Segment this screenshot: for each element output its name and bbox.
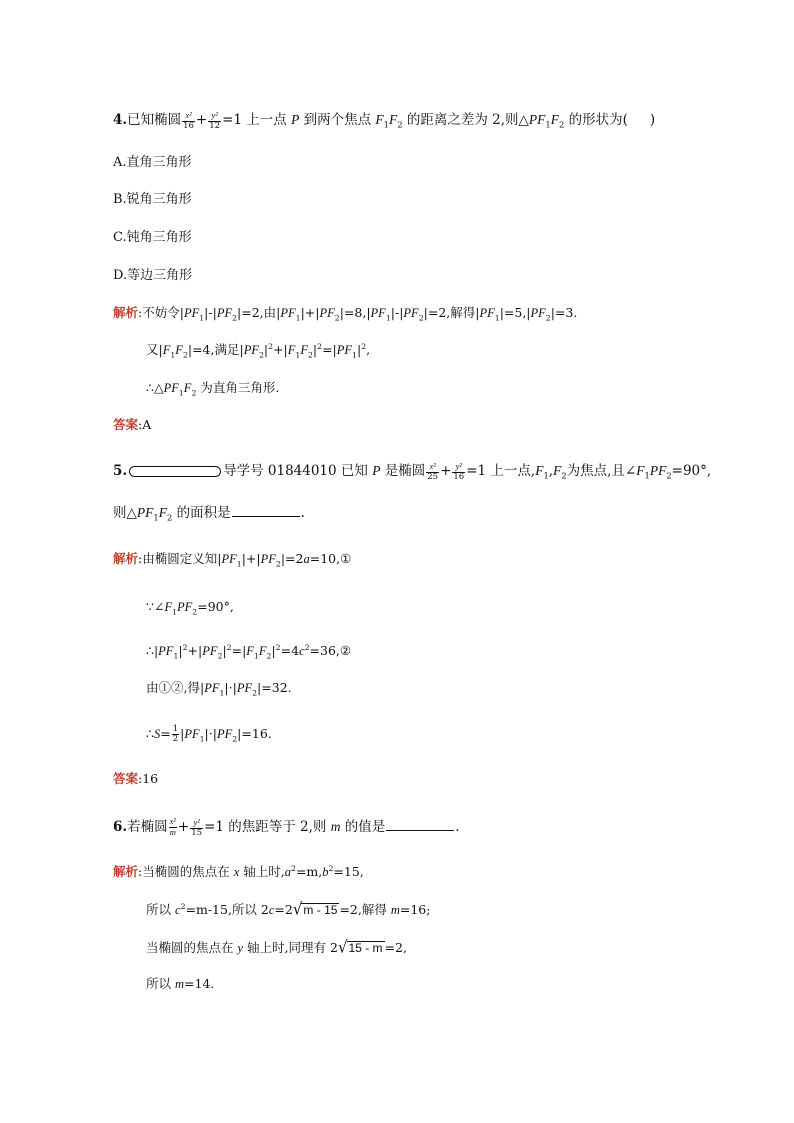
fraction: $\frac{\text{x²}}{m}$ bbox=[169, 816, 176, 837]
q5-stem: 5. 导学号 01844010 已知 P 是椭圆 $\frac{\text{x²}}{25}$ + $\frac{\text{y²}}{16}$ =1 上一点$,F_1,F_2$为焦点,且$\angle F_1PF_2=90^\circ$, bbox=[113, 460, 712, 482]
answer-label: 答案 bbox=[113, 771, 139, 786]
fraction: $\frac{\text{x²}}{25}$ bbox=[427, 460, 439, 482]
fraction: $\frac{\text{x²}}{16}$ bbox=[183, 109, 194, 131]
option-b: B.锐角三角形 bbox=[113, 192, 192, 207]
q4-analysis-3: $\therefore\triangle PF_1F_2$ 为直角三角形. bbox=[146, 380, 280, 398]
q4-answer: 答案:A bbox=[113, 417, 152, 432]
guide-badge bbox=[129, 466, 221, 477]
q6-line-2: 所以 $c^2=m-15$,所以 2c=2√m - 15 =2,解得 m=16; bbox=[146, 899, 431, 919]
answer-label: 答案 bbox=[113, 417, 139, 432]
q5-stem-2: 则$\triangle PF_1F_2$ 的面积是 . bbox=[113, 505, 305, 523]
q6-line-4: 所以 m=14. bbox=[146, 976, 215, 991]
q4-stem: 4.已知椭圆 $\frac{\text{x²}}{16}$ + $\frac{\text{y²}}{12}$ =1 上一点 P 到两个焦点 $F_1F_2$ 的距离之差为 2,则$\triangle PF_1F_2$ 的形状为( ) bbox=[113, 109, 656, 131]
q5-step-4: 由①②,得$|PF_1|\cdot|PF_2|=32$. bbox=[146, 680, 292, 698]
q4-analysis-2: 又$|F_1F_2|=4$,满足$|PF_2|^2+|F_1F_2|^2=|PF_1|^2$, bbox=[146, 341, 371, 360]
q4-analysis: 解析:不妨令$|PF_1|-|PF_2|=2$,由$|PF_1|+|PF_2|=8,|PF_1|-|PF_2|=2$,解得$|PF_1|=5,|PF_2|=3$. bbox=[113, 305, 578, 323]
analysis-label: 解析 bbox=[113, 551, 139, 566]
question-number: 6. bbox=[113, 819, 128, 835]
fraction: $\frac{\text{y²}}{16}$ bbox=[453, 460, 465, 482]
q6-analysis: 解析:当椭圆的焦点在 x 轴上时$,a^2=m,b^2=15$, bbox=[113, 863, 364, 879]
option-c: C.钝角三角形 bbox=[113, 230, 192, 245]
q5-step-3: $\therefore|PF_1|^2+|PF_2|^2=|F_1F_2|^2=4c^2=36,②$ bbox=[146, 642, 352, 661]
q6-line-3: 当椭圆的焦点在 y 轴上时,同理有 2√15 - m =2, bbox=[146, 937, 407, 957]
answer-blank bbox=[232, 504, 300, 517]
q5-step-2: $\because\angle F_1PF_2=90^\circ$, bbox=[146, 599, 234, 617]
option-a: A.直角三角形 bbox=[113, 155, 192, 170]
fraction: $\frac{1}{2}$ bbox=[172, 724, 179, 744]
q5-answer: 答案:16 bbox=[113, 771, 159, 786]
option-d: D.等边三角形 bbox=[113, 268, 193, 283]
analysis-label: 解析 bbox=[113, 305, 139, 320]
fraction: $\frac{\text{y²}}{12}$ bbox=[209, 109, 221, 131]
fraction: $\frac{\text{y²}}{15}$ bbox=[191, 816, 203, 838]
question-number: 5. bbox=[113, 463, 128, 479]
q5-step-5: ∴S= $\frac{1}{2}$ $|PF_1|\cdot|PF_2|=16$. bbox=[146, 724, 272, 744]
analysis-label: 解析 bbox=[113, 864, 139, 879]
answer-blank bbox=[386, 818, 454, 831]
square-root: √15 - m bbox=[337, 937, 383, 957]
square-root: √m - 15 bbox=[292, 899, 338, 919]
question-number: 4. bbox=[113, 112, 128, 128]
q6-stem: 6.若椭圆 $\frac{\text{x²}}{m}+$ $\frac{\text{y²}}{15}$ =1 的焦距等于 2,则 m 的值是 . bbox=[113, 816, 460, 838]
q5-analysis: 解析:由椭圆定义知$|PF_1|+|PF_2|=2a=10,①$ bbox=[113, 551, 352, 569]
